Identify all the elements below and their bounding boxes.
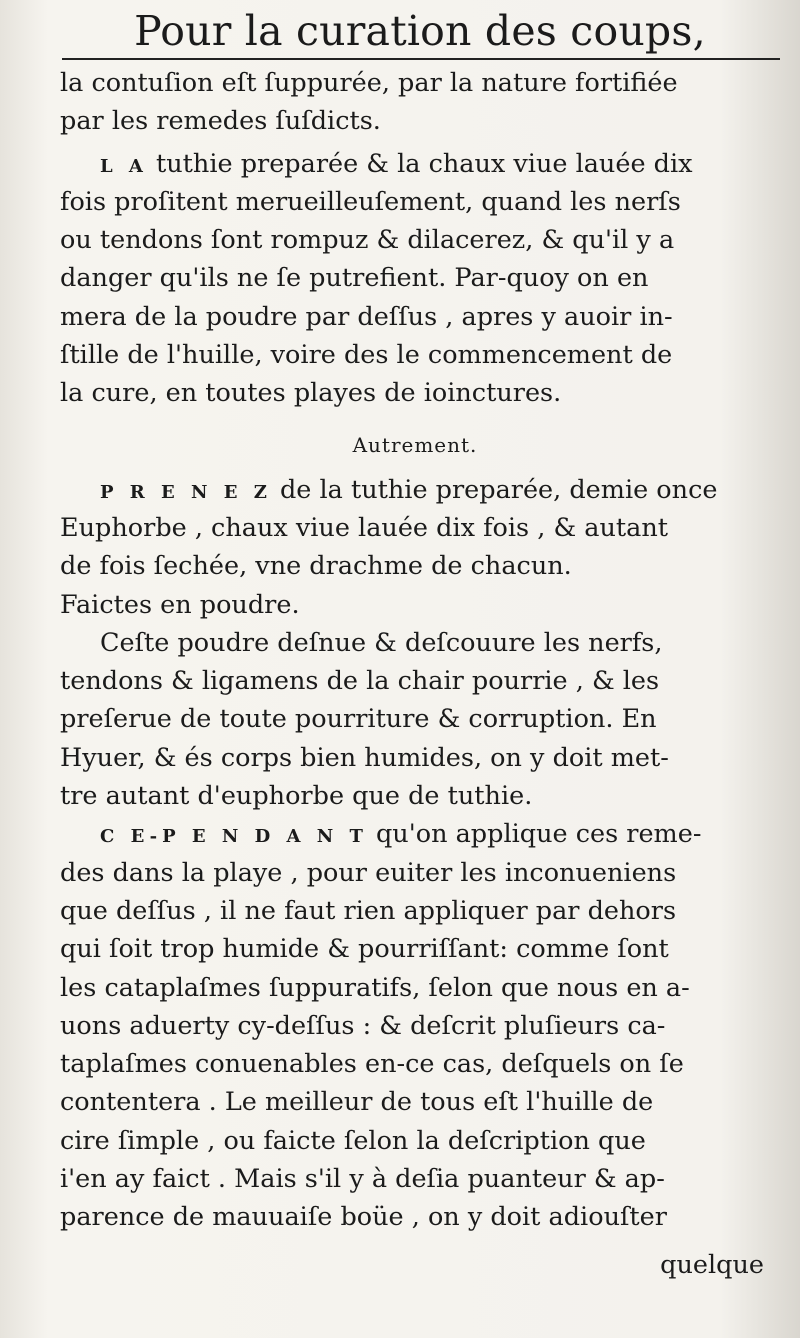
text-line: Hyuer, & és corps bien humides, on y doit met-: [60, 742, 669, 773]
text-line: la contuſion eſt ſuppurée, par la nature fortifiée: [60, 68, 678, 98]
small-caps-lead: P R E N E Z: [100, 481, 272, 503]
text-line: ſtille de l'huille, voire des le commencement de: [60, 340, 673, 371]
text-line: ou tendons ſont rompuz & dilacerez, & qu'il y a: [60, 225, 675, 256]
text-line: taplaſmes conuenables en-ce cas, deſquels on ſe: [60, 1049, 684, 1080]
small-caps-lead: C E-P E N D A N T: [100, 826, 368, 848]
text-line: tendons & ligamens de la chair pourrie , & les: [60, 666, 660, 697]
running-header: Pour la curation des coups,: [134, 7, 706, 55]
small-caps-lead: L A: [100, 155, 148, 177]
text-line-content: tuthie preparée & la chaux viue lauée dix: [156, 148, 693, 179]
text-line: mera de la poudre par deſſus , apres y auoir in-: [60, 301, 673, 332]
page-body: [60, 64, 770, 1237]
text-line: les cataplaſmes ſuppuratifs, ſelon que nous en a-: [60, 972, 690, 1003]
text-line: [60, 145, 770, 183]
text-line: uons aduerty cy-deſſus : & deſcrit pluſieurs ca-: [60, 1010, 666, 1041]
text-line: contentera . Le meilleur de tous eſt l'huille de: [60, 1087, 654, 1118]
text-line: des dans la playe , pour euiter les inconueniens: [60, 857, 677, 888]
text-line: [60, 815, 770, 853]
text-line: parence de mauuaiſe boüe , on y doit adiouſter: [60, 1202, 667, 1233]
catchword: quelque: [660, 1250, 764, 1280]
text-line-content: de la tuthie preparée, demie once: [279, 474, 718, 505]
text-line: Euphorbe , chaux viue lauée dix fois , & autant: [60, 512, 668, 543]
text-line: par les remedes ſuſdicts.: [60, 106, 381, 137]
text-line: i'en ay faict . Mais s'il y à deſia puanteur & ap-: [60, 1164, 665, 1195]
section-heading: Autrement.: [352, 432, 478, 457]
text-line: [60, 471, 770, 509]
text-line: tre autant d'euphorbe que de tuthie.: [60, 781, 533, 812]
text-line: danger qu'ils ne ſe putrefient. Par-quoy on en: [60, 263, 649, 294]
text-line: la cure, en toutes playes de ioinctures.: [60, 378, 562, 409]
text-line: Faictes en poudre.: [60, 589, 300, 620]
text-line: de fois ſechée, vne drachme de chacun.: [60, 551, 572, 582]
text-line: cire ſimple , ou faicte ſelon la deſcription que: [60, 1125, 646, 1156]
header-rule: [62, 58, 780, 60]
text-line: Ceſte poudre deſnue & deſcouure les nerfs,: [100, 627, 663, 658]
text-line: que deſſus , il ne faut rien appliquer par dehors: [60, 895, 677, 926]
text-line: qui ſoit trop humide & pourriſſant: comme ſont: [60, 934, 669, 965]
text-line-content: qu'on applique ces reme-: [375, 819, 702, 850]
text-line: fois proſitent merueilleuſement, quand les nerſs: [60, 186, 681, 217]
text-line: preſerue de toute pourriture & corruption. En: [60, 704, 657, 735]
